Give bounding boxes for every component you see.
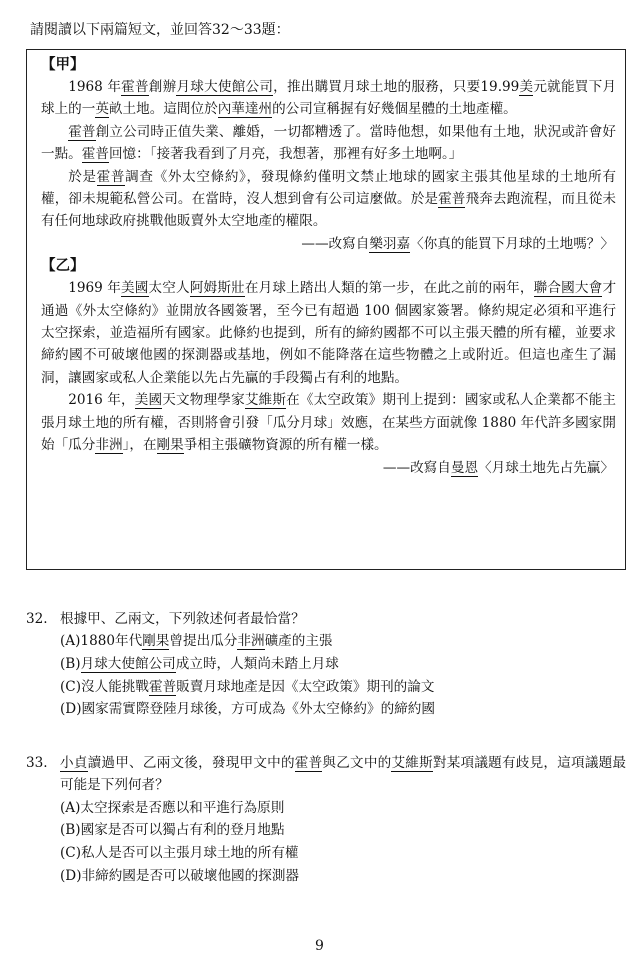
place-nevada: 內華達州	[217, 101, 273, 118]
place-uk: 英	[95, 101, 109, 118]
passage-b-paragraph-2: 2016 年，美國天文物理學家艾維斯在《太空政策》期刊上提到：國家或私人企業都不能主張月球土地的所有權，否則將會引發「瓜分月球」效應，在某些方面就像 1880 年代許多國家開始「瓜分非洲」，在剛果爭相主張礦物資源的所有權一樣。	[41, 392, 617, 454]
option-a[interactable]: (A)太空探索是否應以和平進行為原則	[60, 799, 285, 816]
option-d[interactable]: (D)國家需實際登陸月球後，方可成為《外太空條約》的締約國	[60, 701, 435, 718]
name-hope: 霍普	[81, 146, 109, 163]
name-hope: 霍普	[438, 191, 466, 208]
option-b[interactable]: (B)月球大使館公司成立時，人類尚未踏上月球	[60, 656, 339, 672]
passage-b-label: 【乙】	[41, 257, 85, 275]
author-name: 樂羽嘉	[369, 235, 411, 252]
company-name: 月球大使館公司	[176, 79, 274, 95]
passage-a-paragraph-3: 於是霍普調查《外太空條約》，發現條約僅明文禁止地球的國家主張其他星球的土地所有權，卻未規範私營公司。在當時，沒人想到會有公司這麼做。於是霍普飛奔去跑流程，而且從未有任何地球政府挑戰他販賣外太空地產的權限。	[41, 168, 617, 230]
option-d[interactable]: (D)非締約國是否可以破壞他國的探測器	[60, 867, 300, 884]
page-number: 9	[315, 938, 324, 954]
name-elvis: 艾維斯	[244, 392, 287, 409]
question-33	[26, 752, 626, 887]
name-hope: 霍普	[96, 168, 126, 185]
option-c[interactable]: (C)私人是否可以主張月球土地的所有權	[60, 845, 299, 861]
place-usa: 美國	[134, 392, 163, 409]
place-usa: 美國	[121, 280, 149, 297]
place-congo: 剛果	[156, 437, 184, 454]
place-usa: 美	[519, 79, 534, 95]
option-c[interactable]: (C)沒人能挑戰霍普販賣月球地產是因《太空政策》期刊的論文	[60, 678, 435, 695]
passage-a-paragraph-1: 1968 年霍普創辦月球大使館公司，推出購買月球土地的服務，只要19.99美元就能買下月球上的一英畝土地。這間位於內華達州的公司宣稱握有好幾個星體的土地產權。	[41, 79, 617, 118]
passage-a-paragraph-2: 霍普創立公司時正值失業、離婚，一切都糟透了。當時他想，如果他有土地，狀況或許會好一點。霍普回憶：「接著我看到了月亮，我想著，那裡有好多土地啊。」	[41, 123, 617, 163]
question-number: 33.	[26, 755, 48, 771]
name-hope: 霍普	[121, 79, 149, 95]
author-name: 曼恩	[450, 459, 479, 476]
passage-box	[26, 49, 626, 570]
question-number: 32.	[26, 611, 48, 627]
instruction: 請閱讀以下兩篇短文，並回答32～33題：	[30, 22, 290, 38]
org-un-assembly: 聯合國大會	[533, 280, 603, 297]
name-hope: 霍普	[68, 123, 96, 140]
option-a[interactable]: (A)1880年代剛果曾提出瓜分非洲礦產的主張	[60, 633, 333, 650]
question-stem: 根據甲、乙兩文，下列敘述何者最恰當？	[60, 611, 305, 627]
option-b[interactable]: (B)國家是否可以獨占有利的登月地點	[60, 822, 285, 839]
name-armstrong: 阿姆斯壯	[189, 280, 245, 297]
passage-a-label: 【甲】	[41, 56, 85, 73]
question-stem: 小貞讀過甲、乙兩文後，發現甲文中的霍普與乙文中的艾維斯對某項議題有歧見，這項議題最可能是下列何者？	[60, 755, 627, 794]
question-32	[26, 608, 626, 721]
passage-b-source: ——改寫自曼恩〈月球土地先占先贏〉	[382, 459, 614, 476]
passage-b-paragraph-1: 1969 年美國太空人阿姆斯壯在月球上踏出人類的第一步，在此之前的兩年，聯合國大會才通過《外太空條約》並開放各國簽署，至今已有超過 100 個國家簽署。條約規定必須和平進行太空探索，並造福所有國家。此條約也提到，所有的締約國都不可以主張天體的所有權，並要求締約國不可破壞他國的探測器或基地，例如不能降落在這些物體之上或附近。但這也產生了漏洞，讓國家或私人企業能以先占先贏的手段獨占有利的地點。	[41, 280, 617, 386]
place-africa: 非洲	[95, 437, 123, 454]
passage-a-source: ——改寫自樂羽嘉〈你真的能買下月球的土地嗎？〉	[301, 235, 614, 252]
